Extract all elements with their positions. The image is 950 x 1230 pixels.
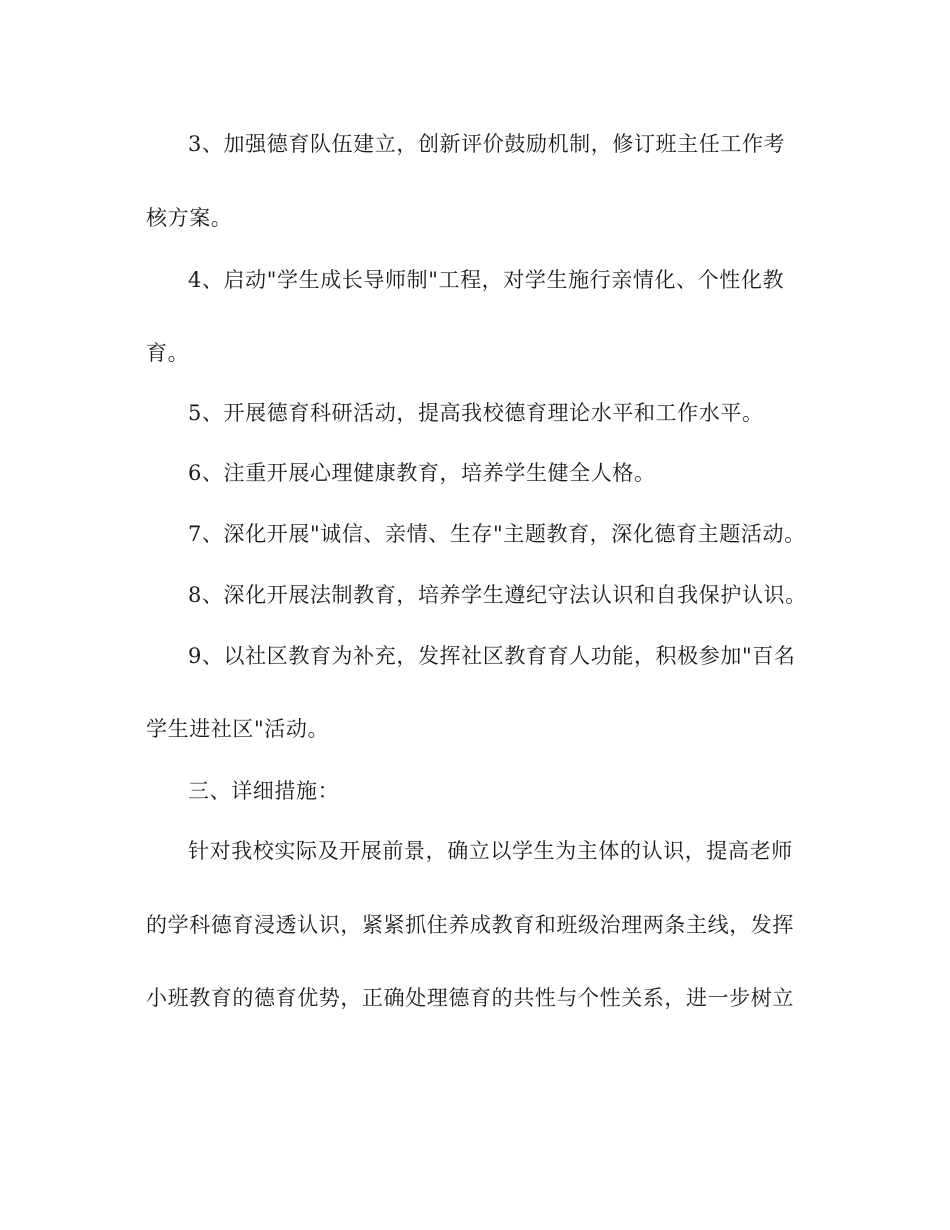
paragraph-line: 育。 — [146, 341, 190, 365]
paragraph-line: 的学科德育浸透认识，紧紧抓住养成教育和班级治理两条主线，发挥 — [146, 913, 794, 937]
paragraph-line: 7、深化开展"诚信、亲情、生存"主题教育，深化德育主题活动。 — [188, 522, 806, 546]
paragraph-line: 4、启动"学生成长导师制"工程，对学生施行亲情化、个性化教 — [188, 268, 785, 292]
paragraph-line: 6、注重开展心理健康教育，培养学生健全人格。 — [188, 461, 656, 485]
paragraph-line: 学生进社区"活动。 — [146, 717, 330, 741]
paragraph-line: 3、加强德育队伍建立，创新评价鼓励机制，修订班主任工作考 — [188, 132, 786, 156]
paragraph-line: 针对我校实际及开展前景，确立以学生为主体的认识，提高老师 — [188, 839, 793, 863]
paragraph-line: 核方案。 — [146, 206, 233, 230]
paragraph-line: 5、开展德育科研活动，提高我校德育理论水平和工作水平。 — [188, 401, 764, 425]
paragraph-line: 9、以社区教育为补充，发挥社区教育育人功能，积极参加"百名 — [188, 644, 796, 668]
paragraph-line: 8、深化开展法制教育，培养学生遵纪守法认识和自我保护认识。 — [188, 583, 807, 607]
section-heading: 三、详细措施： — [188, 779, 340, 803]
paragraph-line: 小班教育的德育优势，正确处理德育的共性与个性关系，进一步树立 — [146, 986, 794, 1010]
